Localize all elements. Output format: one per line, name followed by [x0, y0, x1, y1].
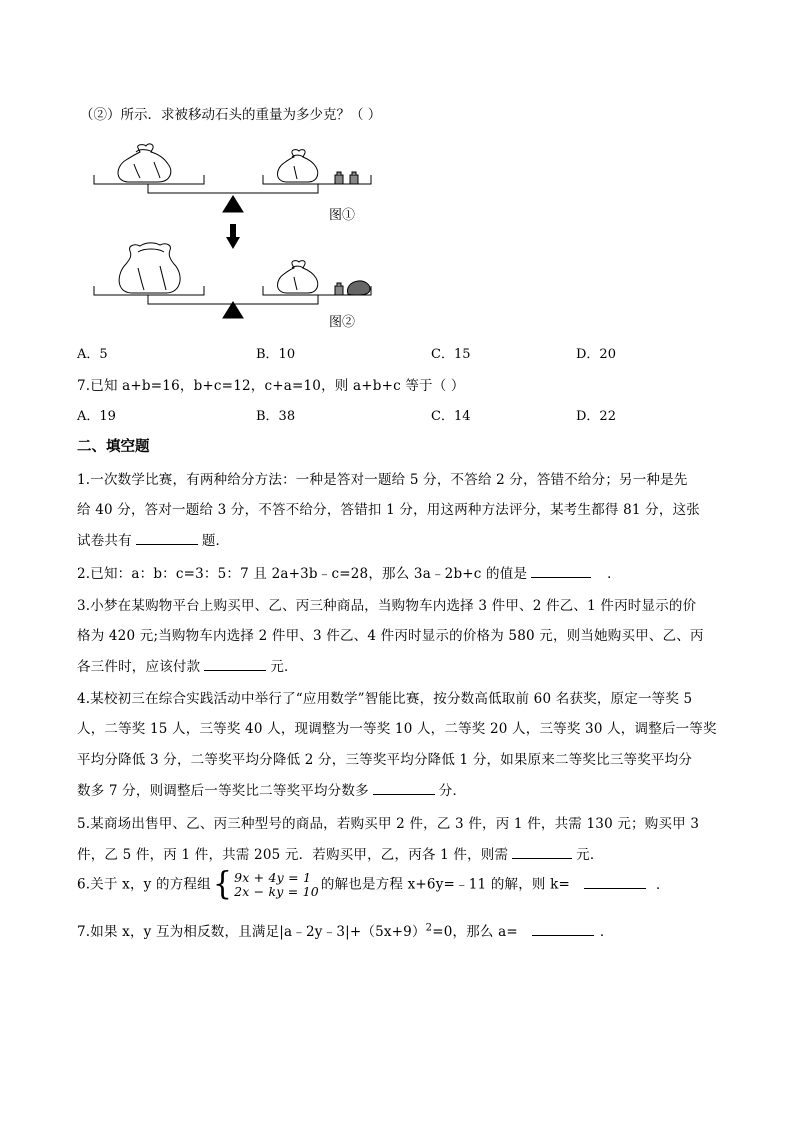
q7-option-a: A．19 [77, 409, 116, 424]
answer-blank-6[interactable] [584, 876, 646, 889]
q6-option-c: C．15 [431, 347, 471, 362]
answer-blank-3[interactable] [204, 658, 266, 671]
fill-4-line-4: 数多 7 分，则调整后一等奖比二等奖平均分数多 分． [77, 783, 467, 799]
answer-blank-1[interactable] [136, 532, 198, 545]
fill-1-line-1: 1.一次数学比赛，有两种给分方法：一种是答对一题给 5 分，不答给 2 分，答错不给分；另一种是先 [77, 472, 688, 488]
equation-system: { 9x + 4y = 1 2x − ky = 10 [212, 866, 319, 903]
down-arrow-icon [226, 224, 240, 249]
fill-5-line-2: 件，乙 5 件，丙 1 件，共需 205 元．若购买甲，乙，丙各 1 件，则需 元． [77, 847, 604, 863]
fill-1-line-3: 试卷共有 题． [77, 533, 230, 549]
equation-1: 9x + 4y = 1 [234, 870, 312, 885]
fill-4-line-3: 平均分降低 3 分，二等奖平均分降低 2 分，三等奖平均分降低 1 分，如果原来二等奖比三等奖平均分 [77, 752, 693, 768]
answer-blank-2[interactable] [531, 565, 591, 578]
answer-blank-7[interactable] [532, 923, 594, 936]
fill-6: 6.关于 x，y 的方程组 { 9x + 4y = 1 2x − ky = 10 的解也是方程 x+6y=﹣11 的解，则 k= ． [77, 866, 670, 903]
balance-scale-2 [94, 243, 371, 318]
equation-2: 2x − ky = 10 [234, 884, 319, 899]
q6-option-b: B．10 [256, 347, 296, 362]
section-title: 二、填空题 [77, 439, 150, 455]
balance-scale-1 [94, 144, 371, 212]
fill-2: 2.已知：a：b：c=3：5：7 且 2a+3b﹣c=28，那么 3a﹣2b+c 的值是 ． [77, 566, 621, 582]
q7-option-d: D．22 [576, 409, 616, 424]
fill-5-line-1: 5.某商场出售甲、乙、丙三种型号的商品，若购买甲 2 件，乙 3 件，丙 1 件，共需 130 元；购买甲 3 [77, 816, 700, 832]
q7-option-b: B．38 [256, 409, 296, 424]
fill-1-line-2: 给 40 分，答对一题给 3 分，不答不给分，答错扣 1 分，用这两种方法评分，某考生都得 81 分，这张 [77, 502, 700, 518]
q6-option-d: D．20 [576, 347, 616, 362]
answer-blank-4[interactable] [373, 782, 435, 795]
fill-4-line-2: 人，二等奖 15 人，三等奖 40 人，现调整为一等奖 10 人，二等奖 20 人，三等奖 30 人，调整后一等奖 [77, 721, 717, 737]
fill-4-line-1: 4.某校初三在综合实践活动中举行了“应用数学”智能比赛，按分数高低取前 60 名获奖，原定一等奖 5 [77, 691, 693, 707]
question-6-prompt: （②）所示．求被移动石头的重量为多少克？（ ） [80, 107, 382, 123]
figure-1-label: 图① [329, 208, 356, 223]
q6-option-a: A．5 [77, 347, 108, 362]
fill-3-line-1: 3.小梦在某购物平台上购买甲、乙、丙三种商品，当购物车内选择 3 件甲、2 件乙、1 件丙时显示的价 [77, 598, 697, 614]
question-7-text: 7.已知 a+b=16，b+c=12，c+a=10，则 a+b+c 等于（ ） [77, 378, 465, 394]
fill-3-line-2: 格为 420 元;当购物车内选择 2 件甲、3 件乙、4 件丙时显示的价格为 580 元，则当她购买甲、乙、丙 [77, 628, 704, 644]
figure-2-label: 图② [329, 315, 356, 330]
balance-figure [88, 138, 388, 333]
answer-blank-5[interactable] [512, 846, 572, 859]
q7-option-c: C．14 [431, 409, 471, 424]
fill-3-line-3: 各三件时，应该付款 元． [77, 659, 298, 675]
fill-7: 7.如果 x，y 互为相反数，且满足$|a﹣2y﹣3|+(5x+9)^2=0$，那么 a= ． [77, 922, 614, 940]
